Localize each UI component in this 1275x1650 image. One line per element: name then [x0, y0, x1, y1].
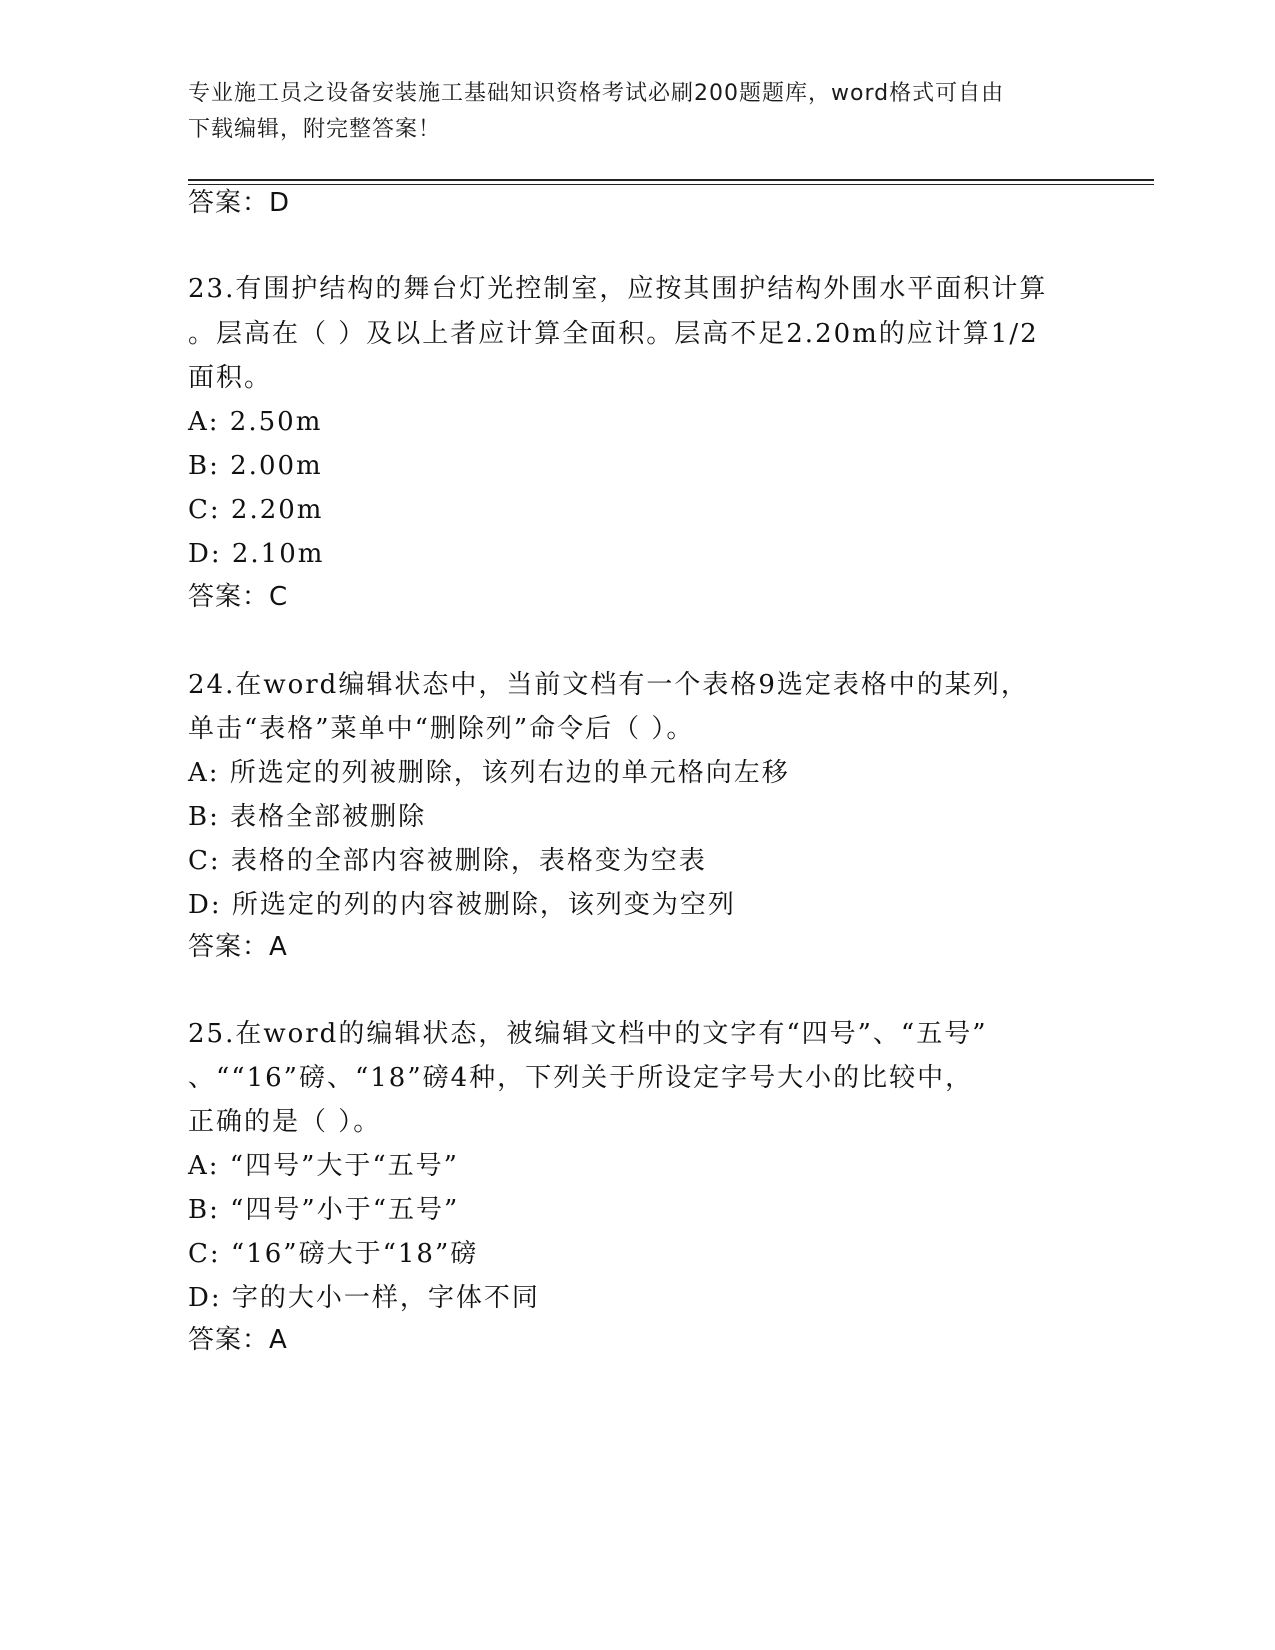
header-title-line-2: 下载编辑，附完整答案！ [188, 117, 442, 142]
option-d: D: 所选定的列的内容被删除，该列变为空列 [188, 890, 736, 920]
header-divider [188, 179, 1154, 185]
option-d: D: 2.10m [188, 539, 325, 569]
answer-line: 答案：A [188, 1325, 288, 1355]
option-b: B: 2.00m [188, 451, 323, 481]
question-stem-line: 24.在word编辑状态中，当前文档有一个表格9选定表格中的某列， [188, 670, 1029, 700]
answer-line: 答案：A [188, 932, 288, 962]
option-b: B: 表格全部被删除 [188, 802, 427, 832]
answer-line: 答案：D [188, 188, 291, 218]
question-stem-line: 。层高在（ ）及以上者应计算全面积。层高不足2.20m的应计算1/2 [188, 319, 1039, 349]
question-stem-line: 单击“表格”菜单中“删除列”命令后（ ）。 [188, 714, 695, 744]
option-a: A: “四号”大于“五号” [188, 1151, 459, 1181]
question-stem-line: 25.在word的编辑状态，被编辑文档中的文字有“四号”、“五号” [188, 1019, 988, 1049]
question-stem-line: 正确的是（ ）。 [188, 1107, 382, 1137]
option-b: B: “四号”小于“五号” [188, 1195, 460, 1225]
header-title-line-1: 专业施工员之设备安装施工基础知识资格考试必刷200题题库，word格式可自由 [188, 81, 1005, 106]
option-c: C: 表格的全部内容被删除，表格变为空表 [188, 846, 707, 876]
option-c: C: “16”磅大于“18”磅 [188, 1239, 479, 1269]
question-stem-line: 23.有围护结构的舞台灯光控制室，应按其围护结构外围水平面积计算 [188, 274, 1048, 304]
document-header [188, 76, 1068, 148]
option-c: C: 2.20m [188, 495, 324, 525]
question-stem-line: 面积。 [188, 363, 273, 393]
option-a: A: 所选定的列被删除，该列右边的单元格向左移 [188, 758, 790, 788]
option-d: D: 字的大小一样，字体不同 [188, 1283, 540, 1313]
option-a: A: 2.50m [188, 407, 323, 437]
answer-line: 答案：C [188, 582, 289, 612]
question-stem-line: 、““16”磅、“18”磅4种，下列关于所设定字号大小的比较中， [188, 1063, 974, 1093]
